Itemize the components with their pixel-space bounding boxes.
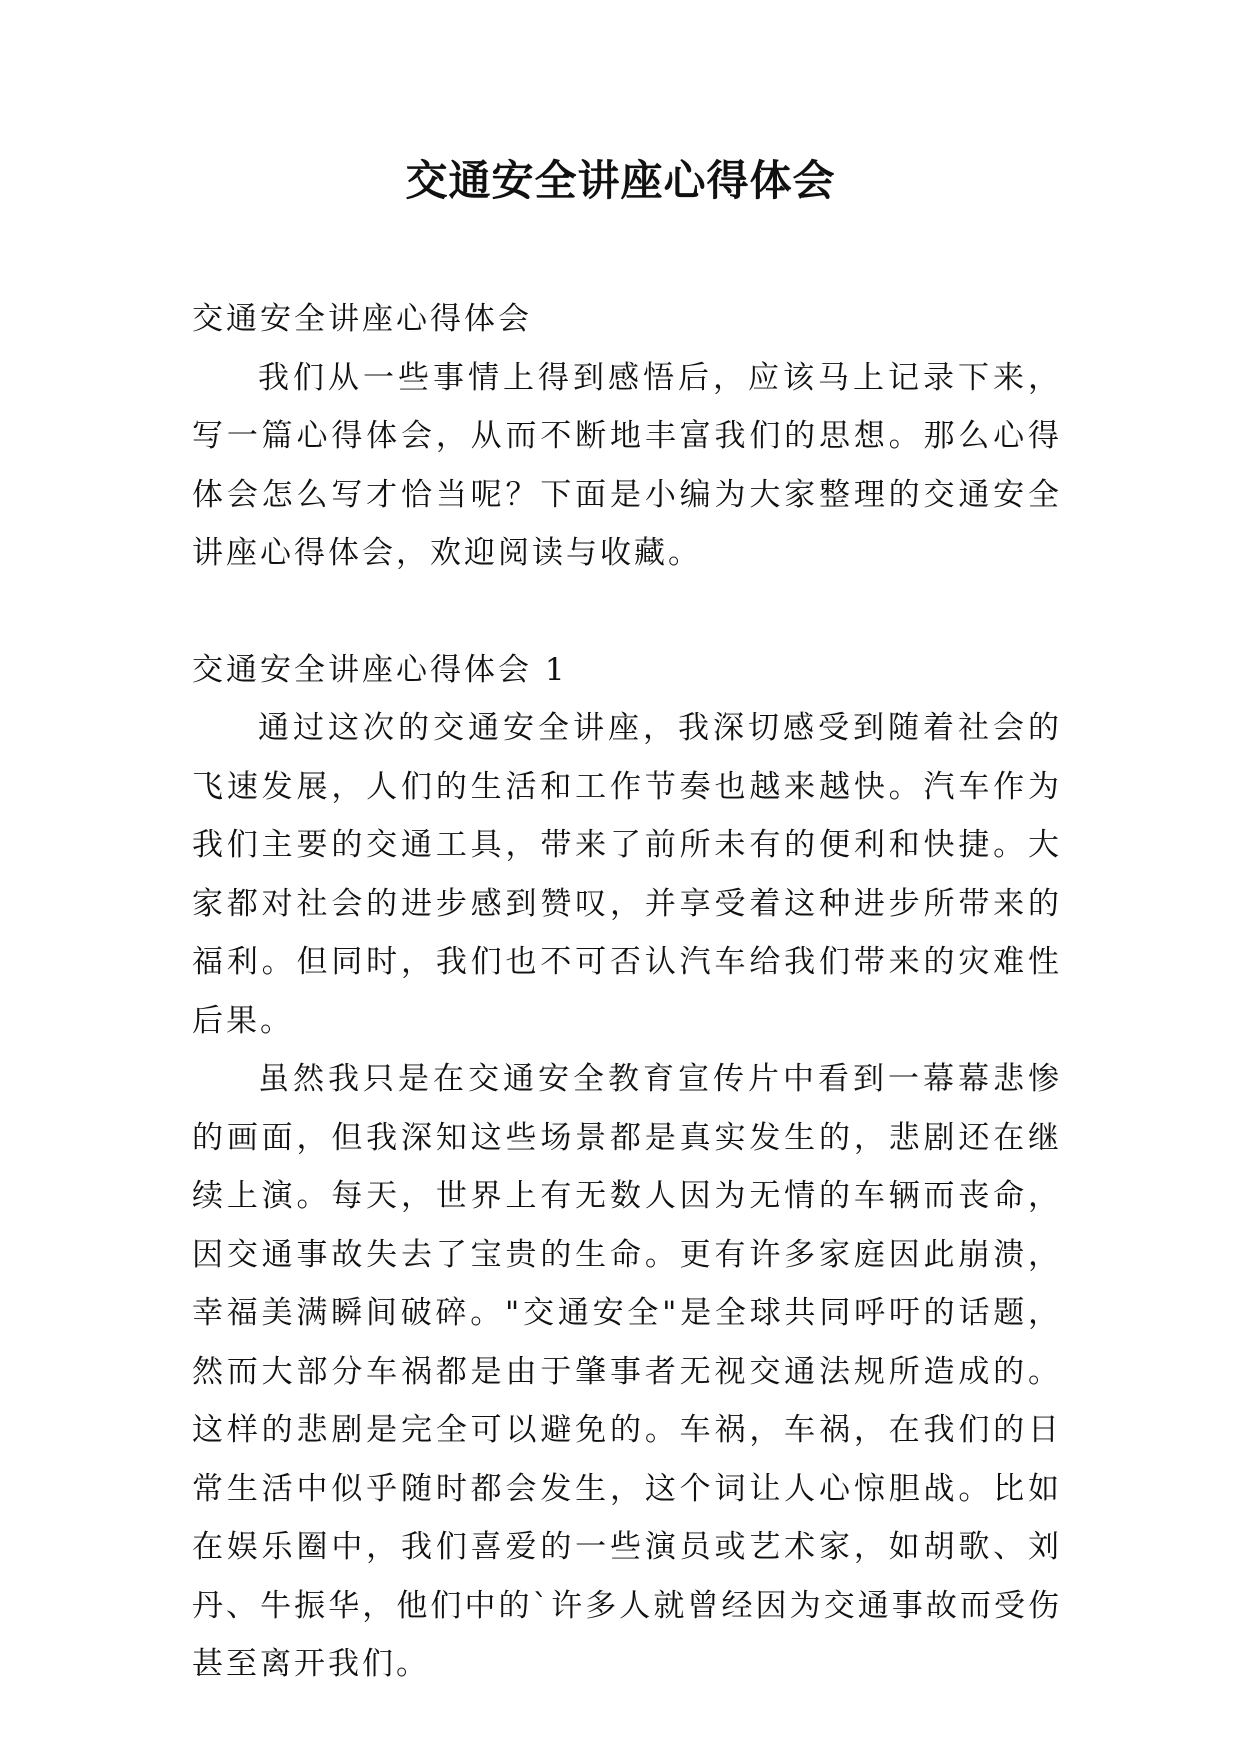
section-paragraph-2: 虽然我只是在交通安全教育宣传片中看到一幕幕悲惨的画面，但我深知这些场景都是真实发生的，悲剧还在继续上演。每天，世界上有无数人因为无情的车辆而丧命，因交通事故失去了宝贵的生命。更有许多家庭因此崩溃，幸福美满瞬间破碎。"交通安全"是全球共同呼吁的话题，然而大部分车祸都是由于肇事者无视交通法规所造成的。这样的悲剧是完全可以避免的。车祸，车祸，在我们的日常生活中似乎随时都会发生，这个词让人心惊胆战。比如在娱乐圈中，我们喜爱的一些演员或艺术家，如胡歌、刘丹、牛振华，他们中的`许多人就曾经因为交通事故而受伤甚至离开我们。 [192,1061,1062,1682]
intro-paragraph: 我们从一些事情上得到感悟后，应该马上记录下来，写一篇心得体会，从而不断地丰富我们的思想。那么心得体会怎么写才恰当呢？下面是小编为大家整理的交通安全讲座心得体会，欢迎阅读与收藏。 [192,359,1062,571]
section-heading: 交通安全讲座心得体会 1 [192,651,568,688]
document-body [192,290,1062,1694]
section-paragraph-1: 通过这次的交通安全讲座，我深切感受到随着社会的飞速发展，人们的生活和工作节奏也越来越快。汽车作为我们主要的交通工具，带来了前所未有的便利和快捷。大家都对社会的进步感到赞叹，并享受着这种进步所带来的福利。但同时，我们也不可否认汽车给我们带来的灾难性后果。 [192,710,1062,1039]
intro-heading: 交通安全讲座心得体会 [192,301,532,337]
section-spacer [192,583,1062,641]
document-title: 交通安全讲座心得体会 [405,156,836,205]
